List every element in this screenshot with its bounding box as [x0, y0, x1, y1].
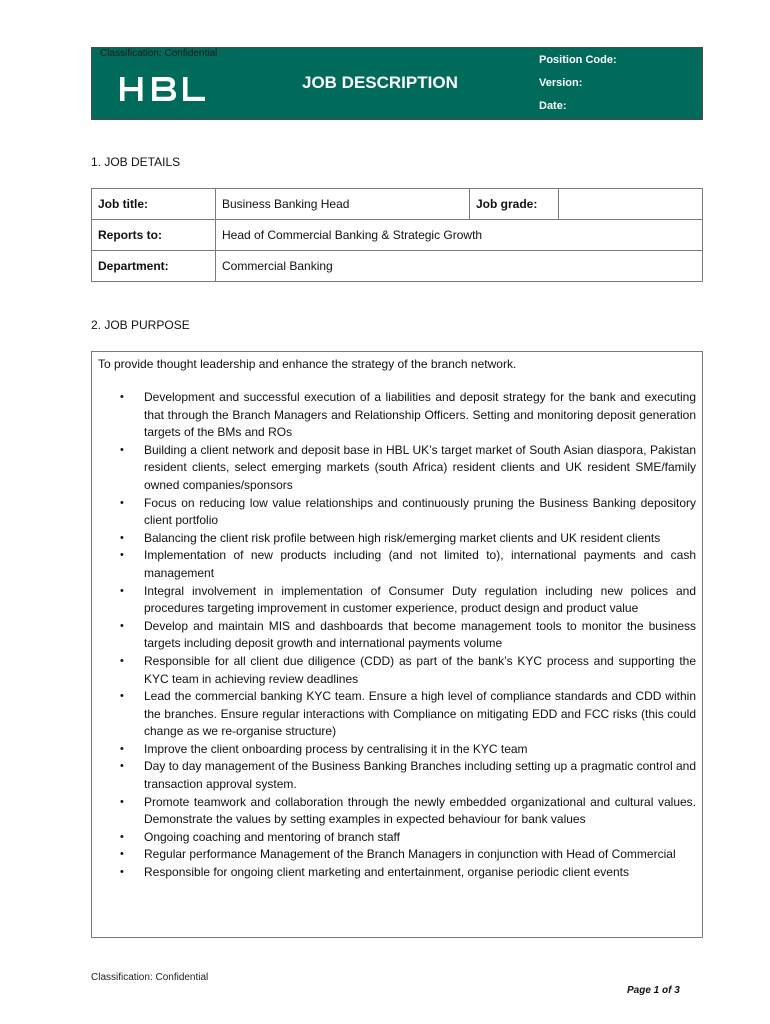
list-item [120, 442, 696, 495]
table-row [92, 220, 703, 251]
list-item [120, 829, 696, 847]
bullet-icon: • [120, 760, 124, 773]
bullet-icon: • [120, 690, 124, 703]
list-item [120, 530, 696, 548]
job-purpose-intro: To provide thought leadership and enhance the strategy of the branch network. [98, 357, 517, 371]
list-item-text: Focus on reducing low value relationships and continuously pruning the Business Banking depository client portfolio [144, 495, 696, 528]
classification-label-top: Classification: Confidential [100, 48, 218, 59]
list-item [120, 389, 696, 442]
table-row [92, 189, 703, 220]
page-number: Page 1 of 3 [627, 985, 680, 996]
version-label: Version: [539, 77, 583, 89]
bullet-icon: • [120, 866, 124, 879]
job-title-value: Business Banking Head [216, 189, 470, 220]
list-item-text: Develop and maintain MIS and dashboards that become management tools to monitor the business targets including deposit growth and international payments volume [144, 618, 696, 651]
bullet-icon: • [120, 795, 124, 808]
reports-to-label: Reports to: [92, 220, 216, 251]
list-item-text: Regular performance Management of the Branch Managers in conjunction with Head of Commercial [144, 847, 676, 862]
list-item [120, 547, 696, 582]
list-item [120, 794, 696, 829]
job-grade-label: Job grade: [470, 189, 559, 220]
list-item [120, 495, 696, 530]
bullet-icon: • [120, 549, 124, 562]
list-item [120, 758, 696, 793]
list-item-text: Implementation of new products including (and not limited to), international payments and cash management [144, 548, 696, 580]
job-purpose-box [91, 351, 703, 938]
bullet-icon: • [120, 619, 124, 632]
list-item [120, 583, 696, 618]
list-item [120, 618, 696, 653]
list-item-text: Integral involvement in implementation of Consumer Duty regulation including new polices and procedures targeting improvement in customer experience, product design and product value [144, 583, 696, 616]
list-item [120, 688, 696, 741]
list-item-text: Promote teamwork and collaboration through the newly embedded organizational and cultural values. Demonstrate the values by setting examples in expected behaviour for bank values [144, 794, 696, 827]
list-item-text: Responsible for all client due diligence (CDD) as part of the bank’s KYC process and supporting the KYC team in achieving review deadlines [144, 653, 696, 686]
document-title: JOB DESCRIPTION [302, 73, 458, 92]
document-meta [539, 53, 617, 122]
list-item-text: Improve the client onboarding process by centralising it in the KYC team [144, 741, 528, 756]
position-code-label: Position Code: [539, 54, 617, 66]
bullet-icon: • [120, 830, 124, 843]
bullet-icon: • [120, 848, 124, 861]
duties-list [120, 389, 696, 882]
list-item-text: Responsible for ongoing client marketing and entertainment, organise periodic client events [144, 865, 629, 880]
job-grade-value [559, 189, 703, 220]
list-item-text: Day to day management of the Business Banking Branches including setting up a pragmatic control and transaction approval system. [144, 759, 696, 792]
list-item [120, 846, 696, 864]
bullet-icon: • [120, 742, 124, 755]
bullet-icon: • [120, 443, 124, 456]
list-item-text: Ongoing coaching and mentoring of branch staff [144, 829, 400, 844]
job-title-label: Job title: [92, 189, 216, 220]
list-item [120, 741, 696, 759]
reports-to-value: Head of Commercial Banking & Strategic Growth [216, 220, 703, 251]
job-purpose-heading: 2. JOB PURPOSE [91, 318, 190, 332]
bullet-icon: • [120, 391, 124, 403]
header-banner [91, 47, 703, 120]
bullet-icon: • [120, 496, 124, 509]
date-label: Date: [539, 100, 567, 112]
table-row [92, 251, 703, 282]
classification-label-bottom: Classification: Confidential [91, 972, 209, 983]
bullet-icon: • [120, 531, 124, 544]
department-label: Department: [92, 251, 216, 282]
department-value: Commercial Banking [216, 251, 703, 282]
job-details-heading: 1. JOB DETAILS [91, 155, 181, 169]
list-item-text: Development and successful execution of a liabilities and deposit strategy for the bank and executing that through the Branch Managers and Relationship Officers. Setting and monitoring deposit generation targets of the BMs and ROs [144, 390, 696, 440]
bullet-icon: • [120, 654, 124, 667]
list-item-text: Lead the commercial banking KYC team. Ensure a high level of compliance standards and CDD within the branches. Ensure regular interactions with Compliance on mitigating EDD and FCC risks (this could change as we re-organise structure) [144, 689, 696, 739]
hbl-logo [120, 75, 210, 103]
job-details-table [91, 188, 703, 282]
bullet-icon: • [120, 584, 124, 597]
list-item-text: Balancing the client risk profile between high risk/emerging market clients and UK resident clients [144, 530, 661, 545]
list-item [120, 864, 696, 882]
list-item-text: Building a client network and deposit base in HBL UK’s target market of South Asian diaspora, Pakistan resident clients, select emerging markets (south Africa) resident clients and UK resident SME/family owned companies/sponsors [144, 442, 696, 492]
list-item [120, 653, 696, 688]
